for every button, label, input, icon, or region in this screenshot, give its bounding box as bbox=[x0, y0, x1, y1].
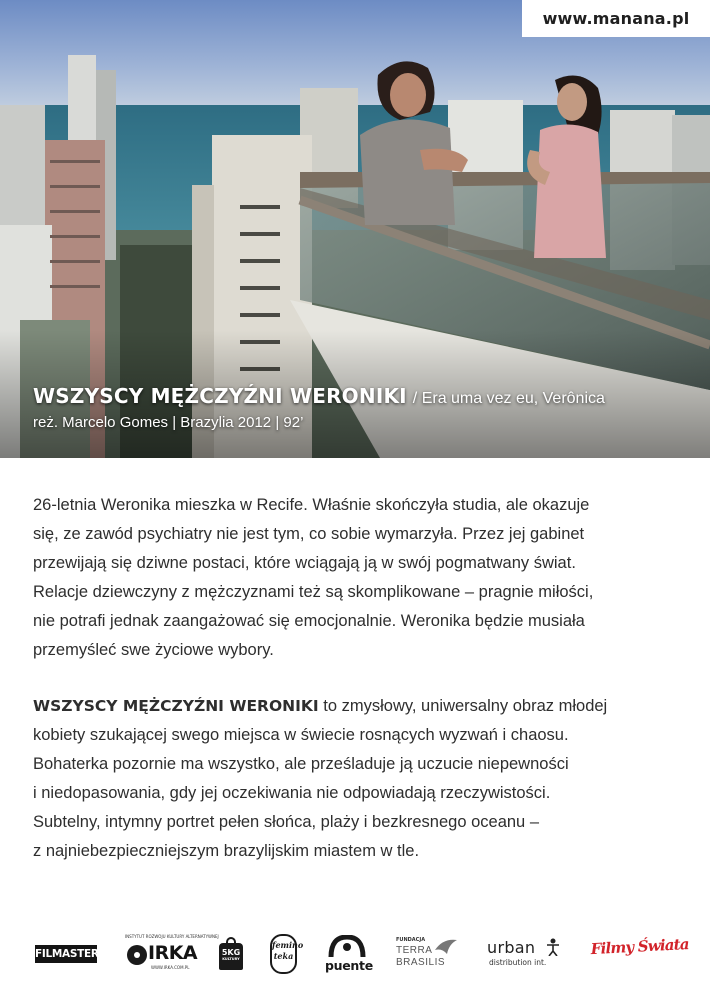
irka-logo-url: WWW.IRKA.COM.PL bbox=[151, 965, 190, 970]
terra-brasilis-logo bbox=[395, 936, 459, 972]
5kg-kultury-logo bbox=[219, 936, 243, 970]
description-paragraph-1 bbox=[33, 491, 693, 665]
text-line: i niedopasowania, gdy jej oczekiwania nie odpowiadają rzeczywistości. bbox=[33, 784, 551, 802]
hero-photo bbox=[0, 0, 710, 458]
text-line: Subtelny, intymny portret pełen słońca, plaży i bezkresnego oceanu – bbox=[33, 813, 539, 831]
text-line: przewijają się dziwne postaci, które wciągają ją w swój pogmatwany świat. bbox=[33, 554, 576, 572]
text-line: przemyśleć swe życiowe wybory. bbox=[33, 641, 274, 659]
text-line: nie potrafi jednak zaangażować się emocjonalnie. Weronika będzie musiała bbox=[33, 612, 585, 630]
terra-logo-caption: FUNDACJA bbox=[396, 937, 426, 943]
filmaster-logo: FILMASTER bbox=[35, 945, 97, 963]
person-figure-icon bbox=[546, 938, 560, 956]
text-line: kobiety szukającej swego miejsca w świecie rosnących wyzwań i chaosu. bbox=[33, 726, 569, 744]
film-title-line bbox=[33, 384, 605, 408]
inline-film-title: WSZYSCY MĘŻCZYŹNI WERONIKI bbox=[33, 697, 319, 715]
text-line: 26-letnia Weronika mieszka w Recife. Właśnie skończyła studia, ale okazuje bbox=[33, 496, 590, 514]
urban-distribution-logo bbox=[486, 938, 566, 972]
description-paragraph-2 bbox=[33, 692, 693, 866]
terra-logo-word-2: BRASILIS bbox=[396, 957, 446, 968]
5kg-logo-word: 5KG bbox=[221, 948, 241, 957]
filmy-swiata-logo: Filmy Świata bbox=[590, 935, 690, 959]
puente-logo bbox=[325, 935, 373, 975]
text-line: się, ze zawód psychiatry nie jest tym, co sobie wymarzyła. Przez jej gabinet bbox=[33, 525, 585, 543]
bird-icon bbox=[433, 936, 459, 958]
feminoteka-logo: femino teka bbox=[270, 934, 297, 974]
irka-logo-caption: INSTYTUT ROZWOJU KULTURY ALTERNATYWNEJ bbox=[125, 934, 219, 939]
weight-icon bbox=[219, 943, 243, 970]
urban-logo-sub: distribution int. bbox=[489, 958, 547, 967]
terra-logo-word-1: TERRA bbox=[396, 945, 433, 956]
text-line: z najniebezpieczniejszym brazylijskim miastem w tle. bbox=[33, 842, 420, 860]
puente-logo-word: puente bbox=[325, 958, 373, 973]
5kg-logo-sub: KULTURY bbox=[222, 957, 240, 961]
record-disc-icon bbox=[127, 945, 147, 965]
puente-arch-icon bbox=[325, 935, 369, 959]
film-title: WSZYSCY MĘŻCZYŹNI WERONIKI bbox=[33, 384, 407, 408]
text-line: Relacje dziewczyny z mężczyznami też są skomplikowane – pragnie miłości, bbox=[33, 583, 594, 601]
irka-logo bbox=[125, 934, 219, 974]
site-url-tag: www.manana.pl bbox=[522, 0, 710, 37]
film-description bbox=[33, 491, 693, 866]
text-line bbox=[33, 692, 693, 721]
film-original-title: / Era uma vez eu, Verônica bbox=[412, 390, 605, 407]
irka-logo-word: IRKA bbox=[148, 942, 198, 964]
urban-logo-word: urban bbox=[487, 938, 536, 957]
text-line: Bohaterka pozornie ma wszystko, ale prześladuje ją uczucie niepewności bbox=[33, 755, 569, 773]
film-credits: reż. Marcelo Gomes | Brazylia 2012 | 92’ bbox=[33, 414, 304, 431]
text-fragment: to zmysłowy, uniwersalny obraz młodej bbox=[318, 697, 608, 715]
